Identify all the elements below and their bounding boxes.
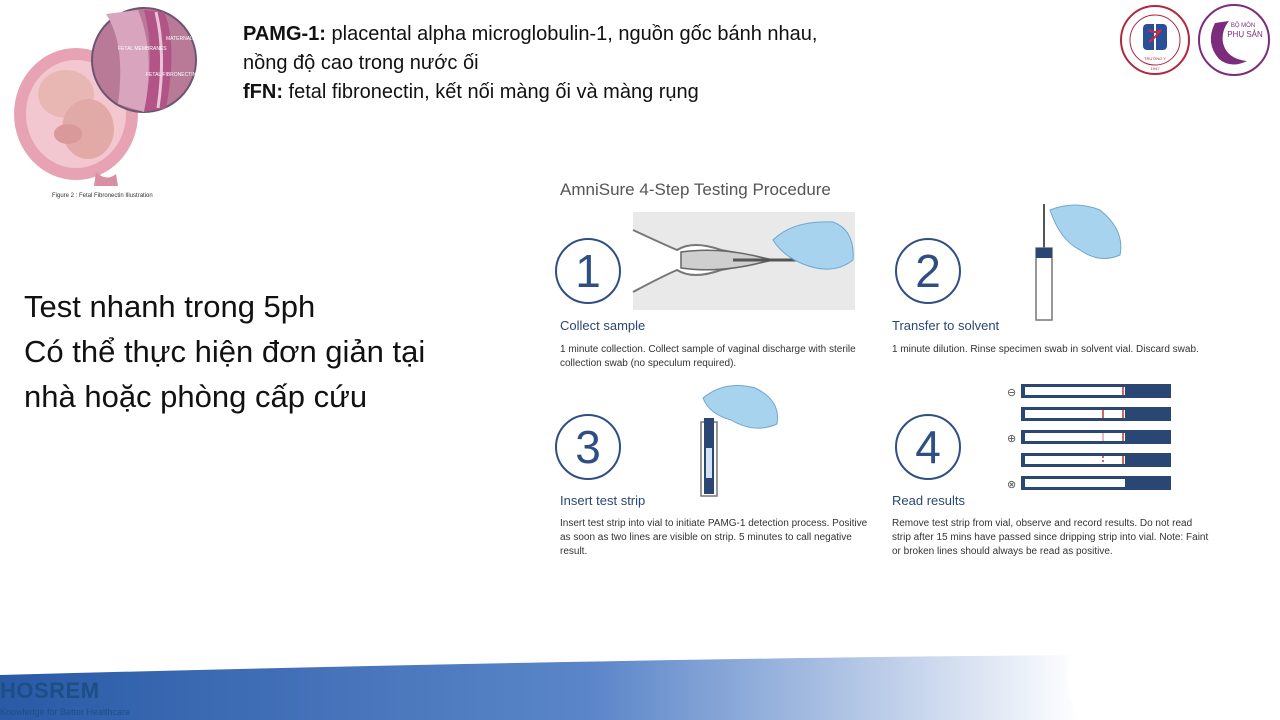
definitions-block [243, 20, 843, 107]
result-strip-invalid [1021, 476, 1171, 490]
ffn-definition [243, 78, 843, 107]
pamg-text: placental alpha microglobulin-1, nguồn gốc bánh nhau, nồng độ cao trong nước ối [243, 23, 818, 74]
footer-band [0, 655, 1280, 720]
positive-symbol-icon: ⊕ [1007, 433, 1017, 445]
main-text-line: nhà hoặc phòng cấp cứu [24, 379, 368, 414]
step-3-number: 3 [555, 414, 621, 480]
step-1-number: 1 [555, 238, 621, 304]
main-text-line: Test nhanh trong 5ph [24, 289, 316, 324]
ffn-term: fFN: [243, 81, 283, 103]
result-strip-positive [1021, 407, 1171, 467]
step-2-title: Transfer to solvent [892, 318, 1000, 333]
main-text-line: Có thể thực hiện đơn giản tại [24, 334, 426, 369]
hosrem-tagline: Knowledge for Better Healthcare [0, 707, 131, 717]
dept-logo-line1: BỘ MÔN [1230, 23, 1256, 29]
step-1-description: 1 minute collection. Collect sample of vaginal discharge with sterile collection swab (no speculum required). [560, 344, 856, 369]
collect-sample-illustration [633, 210, 855, 312]
step-4-title: Read results [892, 493, 965, 508]
main-text-block [24, 284, 504, 419]
fetal-fibronectin-label: FETAL FIBRONECTIN (fFN) [146, 72, 210, 78]
procedure-title: AmniSure 4-Step Testing Procedure [560, 180, 831, 199]
school-logo [1119, 4, 1191, 76]
negative-symbol-icon: ⊖ [1007, 387, 1017, 399]
transfer-solvent-illustration [1030, 200, 1130, 325]
fetal-membranes-label: FETAL MEMBRANES [118, 46, 167, 52]
fetal-fibronectin-illustration [6, 4, 227, 186]
step-4-number: 4 [895, 414, 961, 480]
read-results-illustration [1005, 382, 1175, 492]
hosrem-logo: HOSREM [0, 678, 100, 703]
dept-logo-line2: PHỤ SẢN [1227, 30, 1263, 39]
step-3-description: Insert test strip into vial to initiate PAMG-1 detection process. Positive as soon as two lines are visible on strip. 5 minutes to call negative result. [560, 518, 868, 557]
invalid-symbol-icon: ⊗ [1007, 479, 1017, 491]
step-1-title: Collect sample [560, 318, 646, 333]
department-logo [1197, 3, 1271, 77]
ffn-text: fetal fibronectin, kết nối màng ối và màng rụng [282, 81, 699, 103]
result-strip-negative [1021, 384, 1171, 398]
step-2-description: 1 minute dilution. Rinse specimen swab in solvent vial. Discard swab. [892, 344, 1199, 355]
pamg-term: PAMG-1: [243, 23, 326, 45]
step-2-number: 2 [895, 238, 961, 304]
insert-strip-illustration [695, 378, 785, 498]
step-4-description: Remove test strip from vial, observe and record results. Do not read strip after 15 mins have passed since dripping strip into vial. Note: Faint or broken lines should always be read as positive. [892, 518, 1209, 557]
school-logo-text: TRƯỜNG Y [1144, 56, 1166, 61]
maternal-membranes-label: MATERNAL MEMBRANES [166, 36, 227, 42]
amnisure-procedure-panel [545, 168, 1238, 586]
school-logo-year: 1947 [1150, 66, 1160, 71]
pamg-definition [243, 20, 843, 78]
figure-caption: Figure 2 : Fetal Fibronectin Illustration [52, 193, 153, 199]
step-3-title: Insert test strip [560, 493, 646, 508]
